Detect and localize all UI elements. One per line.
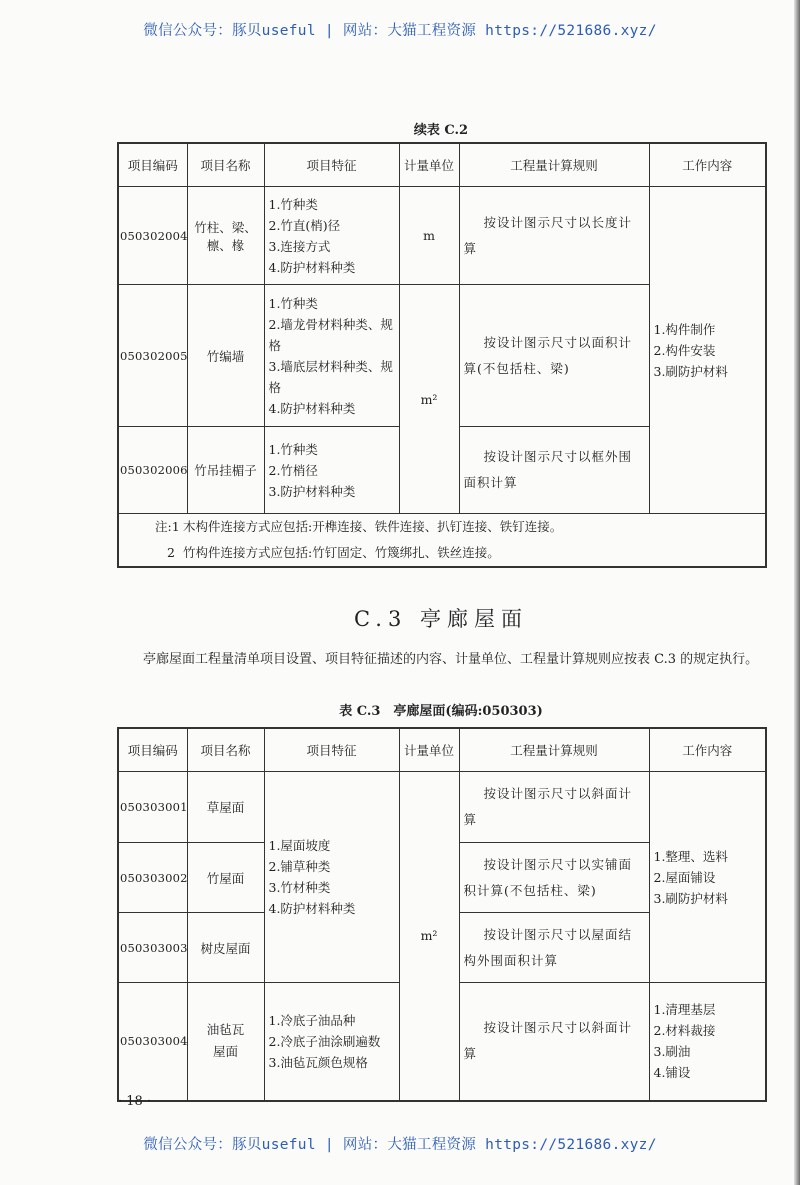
item-name: 竹吊挂楣子 [187,427,264,514]
watermark-top: 微信公众号：豚贝useful | 网站：大猫工程资源 https://521686.xyz/ [143,23,657,39]
header-cell: 项目编码 [118,728,187,772]
table-c2-title: 续表 C.2 [413,123,469,138]
note-text: 竹构件连接方式应包括:竹钉固定、竹篾绑扎、铁丝连接。 [183,545,500,560]
feature: 2.铺草种类 [268,859,331,874]
section-heading: C.3 亭廊屋面 [353,607,529,631]
item-code: 050302006 [118,427,187,514]
work-content [649,187,766,514]
work-item: 3.刷防护材料 [653,890,728,906]
work-item: 1.构件制作 [653,321,716,337]
header-cell: 工程量计算规则 [459,143,649,187]
feature: 3.墙底层材料种类、规格 [268,358,393,395]
item-code: 050302005 [118,285,187,427]
feature: 3.油毡瓦颜色规格 [268,1054,368,1070]
item-name: 竹柱、梁、檩、椽 [187,187,264,285]
item-code: 050303002 [118,843,187,913]
section-paragraph: 亭廊屋面工程量清单项目设置、项目特征描述的内容、计量单位、工程量计算规则应按表 C.3 的规定执行。 [143,652,759,667]
table-row [118,772,766,843]
item-name: 草屋面 [187,772,264,843]
table-header-row [118,728,766,772]
note-number: 2 [167,545,175,560]
feature: 2.竹直(梢)径 [268,217,341,233]
calc-rule: 按设计图示尺寸以屋面结构外围面积计算 [459,913,649,983]
feature: 4.防护材料种类 [268,400,356,416]
work-item: 3.刷防护材料 [653,363,728,379]
calc-rule: 按设计图示尺寸以实铺面积计算(不包括柱、梁) [459,843,649,913]
page-edge [794,0,800,1185]
watermark-bottom: 微信公众号：豚贝useful | 网站：大猫工程资源 https://521686.xyz/ [143,1137,657,1153]
calc-rule: 按设计图示尺寸以面积计算(不包括柱、梁) [459,285,649,427]
work-item: 2.构件安装 [653,342,716,358]
feature: 2.竹梢径 [268,462,318,478]
note-number: 注:1 [155,519,180,534]
feature: 3.防护材料种类 [268,483,356,499]
work-item: 3.刷油 [653,1044,691,1060]
item-name: 竹编墙 [187,285,264,427]
work-item: 2.材料裁接 [653,1023,716,1039]
calc-rule: 按设计图示尺寸以斜面计算 [459,772,649,843]
item-name: 竹屋面 [187,843,264,913]
note [155,514,761,540]
header-cell: 项目编码 [118,143,187,187]
table-c3 [117,727,767,1102]
feature: 1.竹种类 [268,441,318,457]
feature: 1.冷底子油品种 [268,1012,356,1028]
table-row [118,187,766,285]
feature: 3.竹材种类 [268,880,331,895]
header-cell: 工作内容 [649,728,766,772]
notes-row [118,514,766,568]
header-cell: 项目特征 [264,728,399,772]
header-cell: 工作内容 [649,143,766,187]
unit: m² [399,772,459,1101]
feature: 1.竹种类 [268,196,318,212]
work-item: 1.清理基层 [653,1002,716,1018]
item-code: 050303003 [118,913,187,983]
item-features [264,285,399,427]
item-features [264,427,399,514]
feature: 2.冷底子油涂刷遍数 [268,1033,381,1049]
feature: 4.防护材料种类 [268,901,356,916]
table-notes [118,514,766,568]
note-text: 木构件连接方式应包括:开榫连接、铁件连接、扒钉连接、铁钉连接。 [183,519,563,534]
feature: 1.竹种类 [268,295,318,311]
feature: 1.屋面坡度 [268,838,331,853]
item-code: 050303001 [118,772,187,843]
header-cell: 项目名称 [187,728,264,772]
unit: m² [399,285,459,514]
feature: 4.防护材料种类 [268,259,356,275]
unit: m [399,187,459,285]
header-cell: 计量单位 [399,728,459,772]
work-item: 4.铺设 [653,1065,691,1081]
work-item: 1.整理、选料 [653,848,728,864]
work-content [649,983,766,1101]
feature: 2.墙龙骨材料种类、规格 [268,316,393,353]
table-c2-continued [117,142,767,568]
note [155,540,761,566]
table-c3-title: 表 C.3 亭廊屋面(编码:050303) [339,704,543,719]
item-features [264,772,399,983]
header-cell: 项目名称 [187,143,264,187]
header-cell: 工程量计算规则 [459,728,649,772]
feature: 3.连接方式 [268,238,331,254]
item-features [264,187,399,285]
item-name: 油毡瓦屋面 [187,983,264,1101]
header-cell: 项目特征 [264,143,399,187]
calc-rule: 按设计图示尺寸以长度计算 [459,187,649,285]
header-cell: 计量单位 [399,143,459,187]
table-header-row [118,143,766,187]
item-code: 050302004 [118,187,187,285]
item-code: 050303004 [118,983,187,1101]
item-name: 树皮屋面 [187,913,264,983]
page-number: · 18 · [118,1094,152,1109]
item-features [264,983,399,1101]
work-item: 2.屋面铺设 [653,869,716,885]
work-content [649,772,766,983]
calc-rule: 按设计图示尺寸以框外围面积计算 [459,427,649,514]
calc-rule: 按设计图示尺寸以斜面计算 [459,983,649,1101]
